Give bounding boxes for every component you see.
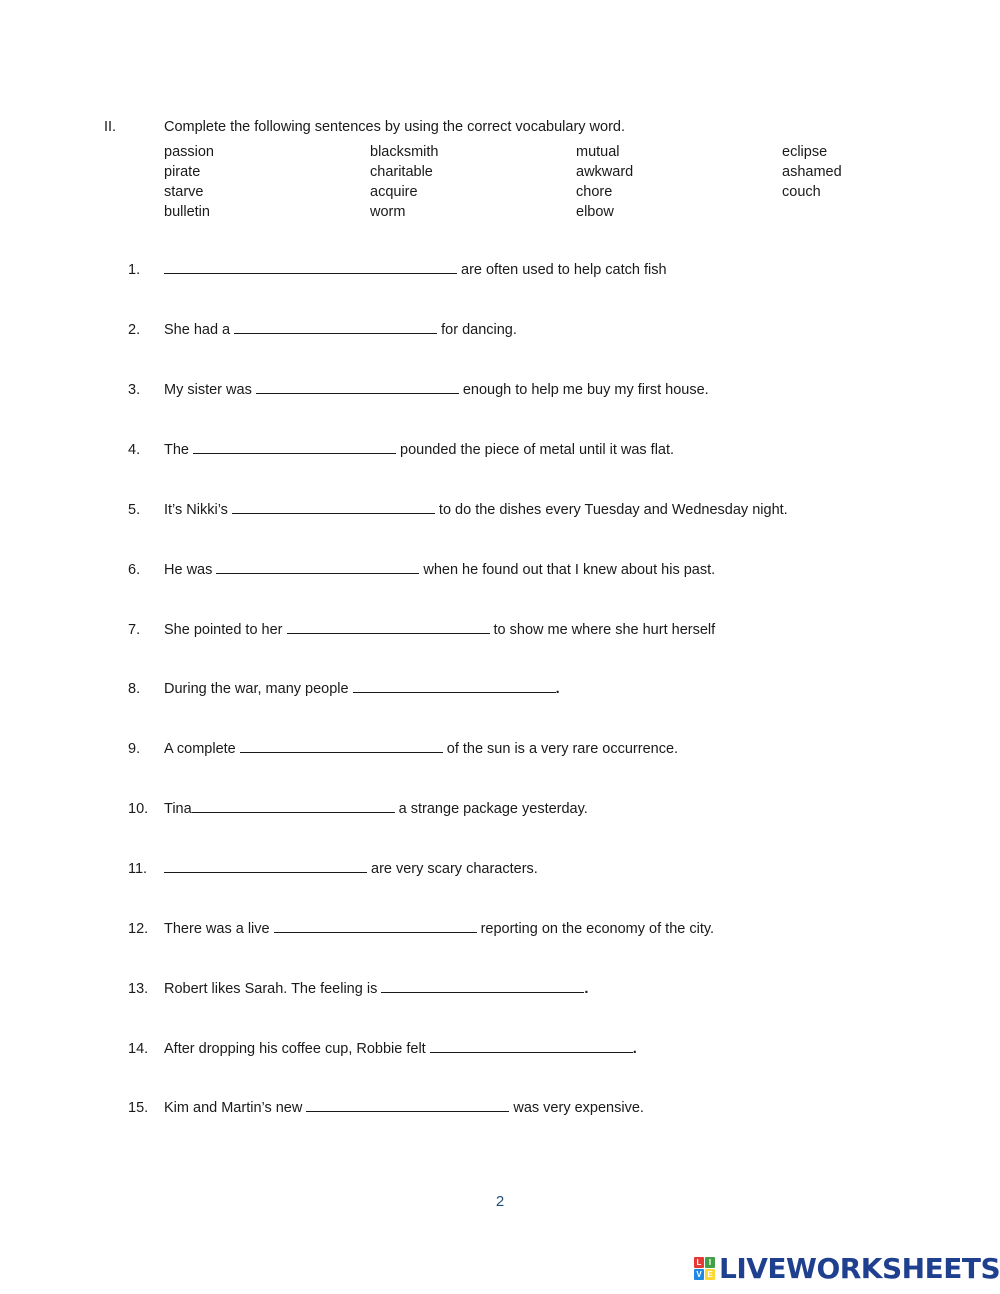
question-number: 5. xyxy=(128,502,141,518)
answer-blank[interactable] xyxy=(164,259,457,274)
word-bank-word: starve xyxy=(164,184,204,200)
word-bank-word: couch xyxy=(782,184,821,200)
question-12 xyxy=(128,918,888,940)
question-text-after: to do the dishes every Tuesday and Wednesday night. xyxy=(438,502,788,518)
question-text-after: are very scary characters. xyxy=(371,861,538,877)
answer-blank[interactable] xyxy=(234,319,437,334)
question-3 xyxy=(128,379,888,401)
page-number: 2 xyxy=(495,1193,505,1210)
question-text-before: She pointed to her xyxy=(164,622,283,638)
question-number: 3. xyxy=(128,382,141,398)
question-15 xyxy=(128,1097,888,1119)
answer-blank[interactable] xyxy=(256,379,459,394)
question-5 xyxy=(128,499,888,521)
word-bank-word: charitable xyxy=(370,164,433,180)
word-bank-column xyxy=(164,142,364,222)
question-number: 13. xyxy=(128,981,149,997)
question-text-before: The xyxy=(164,442,189,458)
question-7 xyxy=(128,619,888,641)
question-text-after: enough to help me buy my first house. xyxy=(462,382,709,398)
question-text-before: Kim and Martin’s new xyxy=(164,1100,303,1116)
question-number: 4. xyxy=(128,442,141,458)
section-number: II. xyxy=(104,119,117,135)
question-punctuation: . xyxy=(555,681,560,697)
question-number: 11. xyxy=(128,861,148,877)
liveworksheets-brand xyxy=(694,1252,1000,1285)
answer-blank[interactable] xyxy=(306,1097,509,1112)
question-text-after: for dancing. xyxy=(441,322,517,338)
question-14 xyxy=(128,1038,888,1060)
answer-blank[interactable] xyxy=(232,499,435,514)
question-text-after: to show me where she hurt herself xyxy=(493,622,716,638)
word-bank-word: acquire xyxy=(370,184,418,200)
brand-name: LIVEWORKSHEETS xyxy=(719,1252,1000,1285)
answer-blank[interactable] xyxy=(287,619,490,634)
word-bank-column xyxy=(576,142,776,222)
question-number: 14. xyxy=(128,1041,149,1057)
word-bank-column xyxy=(370,142,570,222)
question-number: 10. xyxy=(128,801,149,817)
answer-blank[interactable] xyxy=(274,918,477,933)
logo-tile: L xyxy=(694,1257,704,1268)
word-bank-word: worm xyxy=(370,204,406,220)
question-2 xyxy=(128,319,888,341)
question-number: 15. xyxy=(128,1100,149,1116)
question-number: 9. xyxy=(128,741,141,757)
word-bank-word: bulletin xyxy=(164,204,210,220)
question-text-after: pounded the piece of metal until it was flat. xyxy=(400,442,675,458)
question-text-before: Robert likes Sarah. The feeling is xyxy=(164,981,378,997)
question-11 xyxy=(128,858,888,880)
question-number: 2. xyxy=(128,322,141,338)
answer-blank[interactable] xyxy=(430,1038,633,1053)
word-bank-word: awkward xyxy=(576,164,634,180)
question-10 xyxy=(128,798,888,820)
question-text-before: My sister was xyxy=(164,382,252,398)
question-number: 8. xyxy=(128,681,141,697)
question-text-before: Tina xyxy=(164,801,192,817)
question-text-after: are often used to help catch fish xyxy=(461,262,667,278)
answer-blank[interactable] xyxy=(240,738,443,753)
question-13 xyxy=(128,978,888,1000)
word-bank-word: pirate xyxy=(164,164,201,180)
question-text-before: After dropping his coffee cup, Robbie felt xyxy=(164,1041,426,1057)
question-text-before: It’s Nikki’s xyxy=(164,502,228,518)
answer-blank[interactable] xyxy=(381,978,584,993)
question-text-after: of the sun is a very rare occurrence. xyxy=(446,741,679,757)
question-text-after: reporting on the economy of the city. xyxy=(480,921,715,937)
question-number: 6. xyxy=(128,562,141,578)
answer-blank[interactable] xyxy=(193,439,396,454)
word-bank-word: passion xyxy=(164,144,214,160)
word-bank-word: blacksmith xyxy=(370,144,439,160)
word-bank-word: ashamed xyxy=(782,164,842,180)
question-number: 1. xyxy=(128,262,141,278)
question-text-after: was very expensive. xyxy=(513,1100,644,1116)
question-number: 7. xyxy=(128,622,141,638)
section-instruction: Complete the following sentences by using the correct vocabulary word. xyxy=(164,119,626,135)
question-text-after: a strange package yesterday. xyxy=(398,801,588,817)
question-4 xyxy=(128,439,888,461)
question-8 xyxy=(128,678,888,700)
answer-blank[interactable] xyxy=(353,678,556,693)
question-punctuation: . xyxy=(584,981,589,997)
logo-tile: E xyxy=(705,1269,715,1280)
word-bank-word: chore xyxy=(576,184,613,200)
liveworksheets-logo-icon xyxy=(694,1257,716,1281)
word-bank-word: elbow xyxy=(576,204,614,220)
question-text-before: A complete xyxy=(164,741,236,757)
question-number: 12. xyxy=(128,921,149,937)
question-text-before: There was a live xyxy=(164,921,270,937)
logo-tile: I xyxy=(705,1257,715,1268)
word-bank-word: mutual xyxy=(576,144,620,160)
question-6 xyxy=(128,559,888,581)
question-1 xyxy=(128,259,888,281)
question-punctuation: . xyxy=(632,1041,637,1057)
answer-blank[interactable] xyxy=(216,559,419,574)
question-text-before: During the war, many people xyxy=(164,681,349,697)
answer-blank[interactable] xyxy=(164,858,367,873)
logo-tile: V xyxy=(694,1269,704,1280)
question-9 xyxy=(128,738,888,760)
word-bank-word: eclipse xyxy=(782,144,828,160)
word-bank-column xyxy=(782,142,982,202)
question-text-before: She had a xyxy=(164,322,231,338)
question-text-before: He was xyxy=(164,562,213,578)
answer-blank[interactable] xyxy=(192,798,395,813)
question-text-after: when he found out that I knew about his past. xyxy=(423,562,716,578)
